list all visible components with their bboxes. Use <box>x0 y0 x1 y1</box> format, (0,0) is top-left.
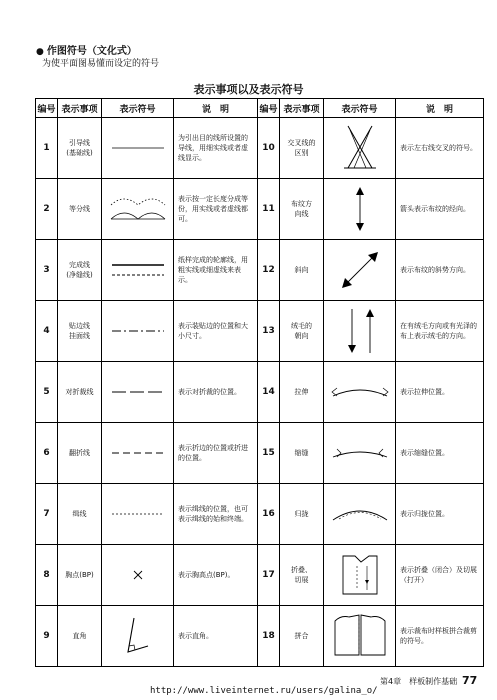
item-number: 9 <box>36 606 58 667</box>
item-number: 17 <box>258 545 280 606</box>
item-description: 表示装贴边的位置和大小尺寸。 <box>174 301 258 362</box>
right-angle-symbol-icon <box>118 612 158 660</box>
join-symbol-icon <box>324 606 396 667</box>
item-description: 箭头表示布纹的经向。 <box>396 179 484 240</box>
header-symbol: 表示符号 <box>324 99 396 118</box>
table-row <box>36 606 484 667</box>
item-description: 表示裁布时样板拼合裁剪的符号。 <box>396 606 484 667</box>
bias-arrow-symbol-icon <box>336 246 384 294</box>
item-name: 直角 <box>58 606 102 667</box>
cross-lines-symbol-icon <box>336 122 384 174</box>
item-name: 等分线 <box>58 179 102 240</box>
fold-open-symbol-icon <box>335 550 385 600</box>
symbols-table <box>35 98 484 667</box>
cross-mark-symbol-icon <box>128 565 148 585</box>
fold-line-symbol-icon <box>106 443 170 463</box>
header-item: 表示事项 <box>280 99 324 118</box>
table-row <box>36 545 484 606</box>
section-heading <box>36 42 137 57</box>
item-name: 拼合 <box>280 606 324 667</box>
item-name: 布纹方 向线 <box>280 179 324 240</box>
item-number: 6 <box>36 423 58 484</box>
item-number: 2 <box>36 179 58 240</box>
thin-line-symbol-icon <box>102 118 174 179</box>
item-description: 表示左右线交叉的符号。 <box>396 118 484 179</box>
cross-lines-symbol-icon <box>324 118 396 179</box>
item-name: 拉伸 <box>280 362 324 423</box>
item-name: 翻折线 <box>58 423 102 484</box>
nap-arrows-symbol-icon <box>324 301 396 362</box>
double-line-symbol-icon <box>102 240 174 301</box>
header-item: 表示事项 <box>58 99 102 118</box>
item-number: 5 <box>36 362 58 423</box>
stretch-symbol-icon <box>327 380 393 404</box>
item-number: 4 <box>36 301 58 362</box>
ease-symbol-icon <box>327 500 393 528</box>
item-name: 交叉线的 区别 <box>280 118 324 179</box>
stretch-symbol-icon <box>324 362 396 423</box>
dash-dot-line-symbol-icon <box>106 321 170 341</box>
table-row <box>36 118 484 179</box>
item-name: 缩缝 <box>280 423 324 484</box>
right-angle-symbol-icon <box>102 606 174 667</box>
ease-symbol-icon <box>324 484 396 545</box>
footer-url: http://www.liveinternet.ru/users/galina_o/ <box>150 686 378 696</box>
item-name: 贴边线 挂面线 <box>58 301 102 362</box>
dash-dot-line-symbol-icon <box>102 301 174 362</box>
stitch-line-symbol-icon <box>102 484 174 545</box>
item-number: 11 <box>258 179 280 240</box>
bias-arrow-symbol-icon <box>324 240 396 301</box>
item-description: 表示胸高点(BP)。 <box>174 545 258 606</box>
item-number: 1 <box>36 118 58 179</box>
item-number: 13 <box>258 301 280 362</box>
item-name: 斜向 <box>280 240 324 301</box>
double-line-symbol-icon <box>106 258 170 282</box>
header-description: 说 明 <box>396 99 484 118</box>
footer-chapter: 第4章 样板制作基础 <box>380 677 458 686</box>
item-description: 纸样完成的轮廓线，用粗实线或细虚线来表示。 <box>174 240 258 301</box>
item-number: 7 <box>36 484 58 545</box>
item-name: 完成线 (净缝线) <box>58 240 102 301</box>
item-description: 表示直角。 <box>174 606 258 667</box>
symbols-table-wrap <box>35 98 483 659</box>
item-description: 表示折叠（闭合）及切展（打开） <box>396 545 484 606</box>
item-name: 折叠、 切展 <box>280 545 324 606</box>
stitch-line-symbol-icon <box>106 504 170 524</box>
fold-open-symbol-icon <box>324 545 396 606</box>
page-number: 77 <box>462 674 478 687</box>
long-dash-line-symbol-icon <box>106 382 170 402</box>
page-footer <box>0 673 497 700</box>
table-row <box>36 484 484 545</box>
item-description: 表示归拢位置。 <box>396 484 484 545</box>
long-dash-line-symbol-icon <box>102 362 174 423</box>
item-description: 在有绒毛方向或有光泽的布上表示绒毛的方向。 <box>396 301 484 362</box>
item-name: 胸点(BP) <box>58 545 102 606</box>
item-number: 16 <box>258 484 280 545</box>
table-row <box>36 301 484 362</box>
item-description: 为引出目的线所设置的导线，用细实线或者虚线显示。 <box>174 118 258 179</box>
header-symbol: 表示符号 <box>102 99 174 118</box>
item-description: 表示折边的位置或折进的位置。 <box>174 423 258 484</box>
table-row <box>36 240 484 301</box>
header-number: 编号 <box>258 99 280 118</box>
header-number: 编号 <box>36 99 58 118</box>
section-subheading: 为使平面图易懂而设定的符号 <box>42 59 160 69</box>
item-name: 引导线 (基础线) <box>58 118 102 179</box>
item-number: 3 <box>36 240 58 301</box>
table-row <box>36 362 484 423</box>
equal-division-symbol-icon <box>105 191 171 227</box>
table-header-row <box>36 99 484 118</box>
item-number: 14 <box>258 362 280 423</box>
cross-mark-symbol-icon <box>102 545 174 606</box>
table-title: 表示事项以及表示符号 <box>193 83 304 96</box>
join-symbol-icon <box>329 611 391 661</box>
item-description: 表示缩缝位置。 <box>396 423 484 484</box>
item-description: 表示拉伸位置。 <box>396 362 484 423</box>
item-description: 表示按一定长度分成等份，用实线或者虚线都可。 <box>174 179 258 240</box>
shrink-symbol-icon <box>327 441 393 465</box>
item-number: 8 <box>36 545 58 606</box>
fold-line-symbol-icon <box>102 423 174 484</box>
item-number: 12 <box>258 240 280 301</box>
shrink-symbol-icon <box>324 423 396 484</box>
item-name: 对折裁线 <box>58 362 102 423</box>
table-row <box>36 179 484 240</box>
item-description: 表示缉线的位置，也可表示缉线的始和终端。 <box>174 484 258 545</box>
nap-arrows-symbol-icon <box>336 305 384 357</box>
grain-arrow-symbol-icon <box>345 183 375 235</box>
equal-division-symbol-icon <box>102 179 174 240</box>
item-number: 15 <box>258 423 280 484</box>
header-description: 说 明 <box>174 99 258 118</box>
grain-arrow-symbol-icon <box>324 179 396 240</box>
item-description: 表示布纹的斜势方向。 <box>396 240 484 301</box>
item-description: 表示对折裁的位置。 <box>174 362 258 423</box>
section-heading-text: 作图符号（文化式） <box>46 46 137 57</box>
item-name: 归拢 <box>280 484 324 545</box>
item-name: 绒毛的 朝向 <box>280 301 324 362</box>
item-number: 10 <box>258 118 280 179</box>
thin-line-symbol-icon <box>106 138 170 158</box>
item-number: 18 <box>258 606 280 667</box>
table-row <box>36 423 484 484</box>
item-name: 缉线 <box>58 484 102 545</box>
bullet-icon: ● <box>36 47 44 57</box>
